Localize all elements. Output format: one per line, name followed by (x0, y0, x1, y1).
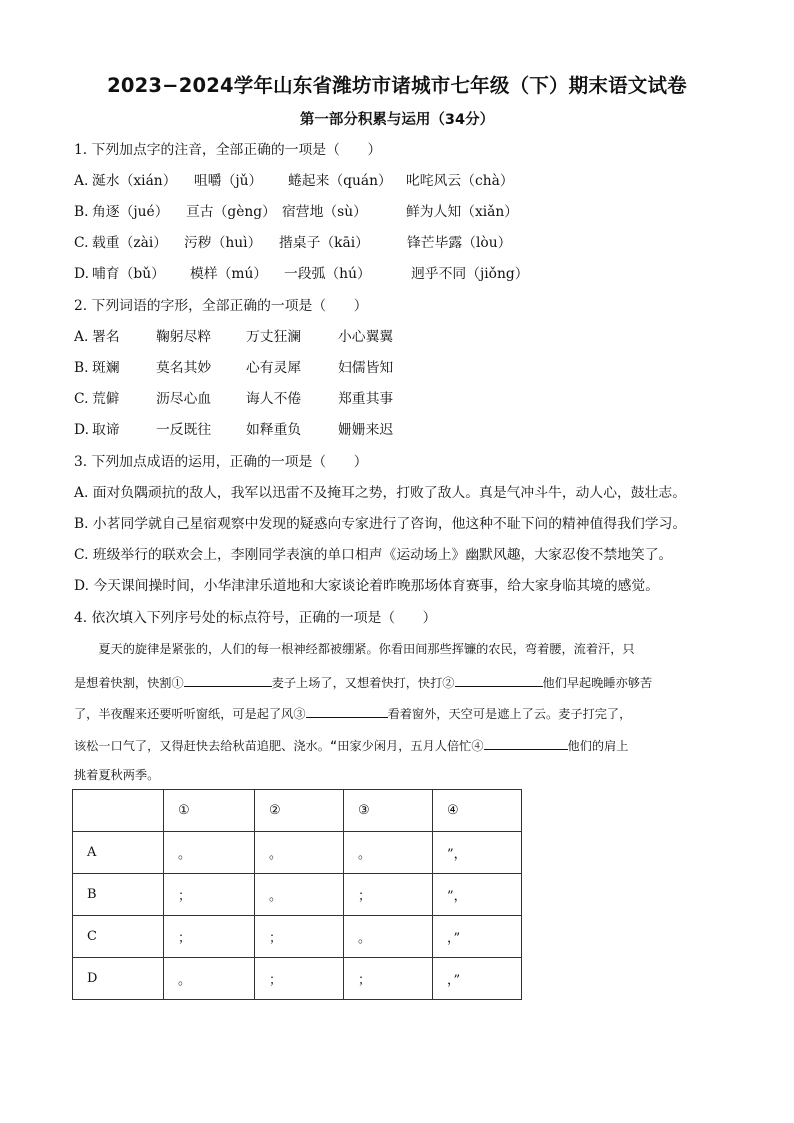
table-cell: ； (255, 916, 344, 958)
row-label: A (73, 832, 164, 874)
table-cell: 。 (164, 832, 255, 874)
option-label: D. (74, 266, 89, 282)
option-item: 心有灵犀 (246, 360, 302, 376)
section-heading: 第一部分积累与运用（34分） (299, 112, 495, 128)
option-item: 涎水（xián） (92, 173, 177, 189)
table-cell: 。 (255, 874, 344, 916)
passage-line (74, 703, 714, 723)
question-1-stem: 1. 下列加点字的注音，全部正确的一项是（ ） (74, 142, 382, 158)
passage-text: 他们的肩上 (567, 739, 629, 753)
option-item: 揩桌子（kāi） (279, 235, 369, 251)
option-item: 角逐（jué） (92, 204, 169, 220)
table-row[interactable] (73, 874, 522, 916)
option-label: D. (74, 422, 89, 438)
option-item: 小心翼翼 (338, 329, 394, 345)
table-cell: ； (164, 874, 255, 916)
option-label: A. (74, 173, 89, 189)
option-item: 一段弧（hú） (284, 266, 371, 282)
question-4-stem: 4. 依次填入下列序号处的标点符号，正确的一项是（ ） (74, 610, 437, 626)
table-cell: ”， (433, 874, 522, 916)
passage-line (74, 640, 714, 658)
option-item: 迥乎不同（jiǒng） (411, 266, 529, 282)
option-item: 哺育（bǔ） (92, 266, 165, 282)
passage-text: 夏天的旋律是紧张的，人们的每一根神经都被绷紧。你看田间那些挥镰的农民，弯着腰，流着汗，只 (74, 642, 635, 656)
option-label: B. (74, 204, 89, 220)
question-3-stem: 3. 下列加点成语的运用，正确的一项是（ ） (74, 454, 368, 470)
question-3-option-a[interactable]: A. 面对负隅顽抗的敌人，我军以迅雷不及掩耳之势，打败了敌人。真是气冲斗牛，动人心，鼓壮志。 (74, 485, 686, 501)
option-item: 取谛 (92, 422, 120, 438)
option-item: 叱咤风云（chà） (406, 173, 514, 189)
row-label: C (73, 916, 164, 958)
table-header-cell: ④ (433, 790, 522, 832)
option-item: 污秽（huì） (184, 235, 262, 251)
option-label: A. (74, 329, 89, 345)
passage-line (74, 735, 714, 755)
fill-blank-1[interactable] (184, 672, 272, 687)
passage-text: 了，半夜醒来还要听听窗纸，可是起了风③ (74, 707, 306, 721)
option-label: B. (74, 360, 89, 376)
table-cell: 。 (344, 916, 433, 958)
option-item: 鞠躬尽粹 (156, 329, 212, 345)
option-item: 亘古（gèng） (186, 204, 276, 220)
passage-line (74, 766, 714, 784)
option-item: 万丈狂澜 (246, 329, 302, 345)
row-label: D (73, 958, 164, 1000)
option-item: 如释重负 (246, 422, 302, 438)
table-cell: ，” (433, 958, 522, 1000)
option-item: 妇儒皆知 (338, 360, 394, 376)
option-item: 郑重其事 (338, 391, 394, 407)
fill-blank-4[interactable] (484, 735, 568, 750)
table-cell: ； (344, 874, 433, 916)
table-cell: ”， (433, 832, 522, 874)
table-header-row (73, 790, 522, 832)
table-cell: 。 (255, 832, 344, 874)
question-3-option-c[interactable]: C. 班级举行的联欢会上，李刚同学表演的单口相声《运动场上》幽默风趣，大家忍俊不禁地笑了。 (74, 547, 673, 563)
option-item: 署名 (92, 329, 120, 345)
table-header-cell: ② (255, 790, 344, 832)
option-item: 荒僻 (92, 391, 120, 407)
option-item: 模样（mú） (190, 266, 268, 282)
option-item: 莫名其妙 (156, 360, 212, 376)
table-cell: ； (255, 958, 344, 1000)
table-cell (73, 790, 164, 832)
exam-title: 2023−2024学年山东省潍坊市诸城市七年级（下）期末语文试卷 (107, 74, 687, 97)
table-cell: ； (344, 958, 433, 1000)
option-item: 诲人不倦 (246, 391, 302, 407)
passage-text: 该松一口气了，又得赶快去给秋苗追肥、浇水。“田家少闲月，五月人倍忙④ (74, 739, 484, 753)
table-header-cell: ③ (344, 790, 433, 832)
answer-table (72, 789, 522, 1000)
option-item: 斑斓 (92, 360, 120, 376)
table-cell: ； (164, 916, 255, 958)
table-cell: 。 (344, 832, 433, 874)
table-row[interactable] (73, 958, 522, 1000)
passage-text: 麦子上场了，又想着快打，快打② (271, 676, 455, 690)
table-row[interactable] (73, 916, 522, 958)
passage-text: 看着窗外，天空可是遮上了云。麦子打完了， (387, 707, 632, 721)
passage-text: 挑着夏秋两季。 (74, 768, 160, 782)
fill-blank-2[interactable] (455, 672, 543, 687)
option-label: C. (74, 235, 89, 251)
row-label: B (73, 874, 164, 916)
option-item: 载重（zài） (92, 235, 168, 251)
table-cell: 。 (164, 958, 255, 1000)
fill-blank-3[interactable] (306, 703, 388, 718)
question-3-option-b[interactable]: B. 小茗同学就自己星宿观察中发现的疑惑向专家进行了咨询，他这种不耻下问的精神值得我们学习。 (74, 516, 687, 532)
passage-line (74, 672, 714, 692)
option-item: 沥尽心血 (156, 391, 212, 407)
option-item: 姗姗来迟 (338, 422, 394, 438)
table-row[interactable] (73, 832, 522, 874)
option-item: 咀嚼（jǔ） (194, 173, 263, 189)
option-item: 锋芒毕露（lòu） (407, 235, 512, 251)
table-cell: ，” (433, 916, 522, 958)
question-3-option-d[interactable]: D. 今天课间操时间，小华津津乐道地和大家谈论着昨晚那场体育赛事，给大家身临其境的感觉。 (74, 578, 660, 594)
option-item: 蜷起来（quán） (288, 173, 392, 189)
option-item: 宿营地（sù） (282, 204, 367, 220)
option-item: 一反既往 (156, 422, 212, 438)
table-header-cell: ① (164, 790, 255, 832)
option-label: C. (74, 391, 89, 407)
option-item: 鲜为人知（xiǎn） (406, 204, 519, 220)
passage-text: 是想着快割，快割① (74, 676, 184, 690)
passage-text: 他们早起晚睡亦够苦 (542, 676, 653, 690)
question-2-stem: 2. 下列词语的字形，全部正确的一项是（ ） (74, 298, 368, 314)
